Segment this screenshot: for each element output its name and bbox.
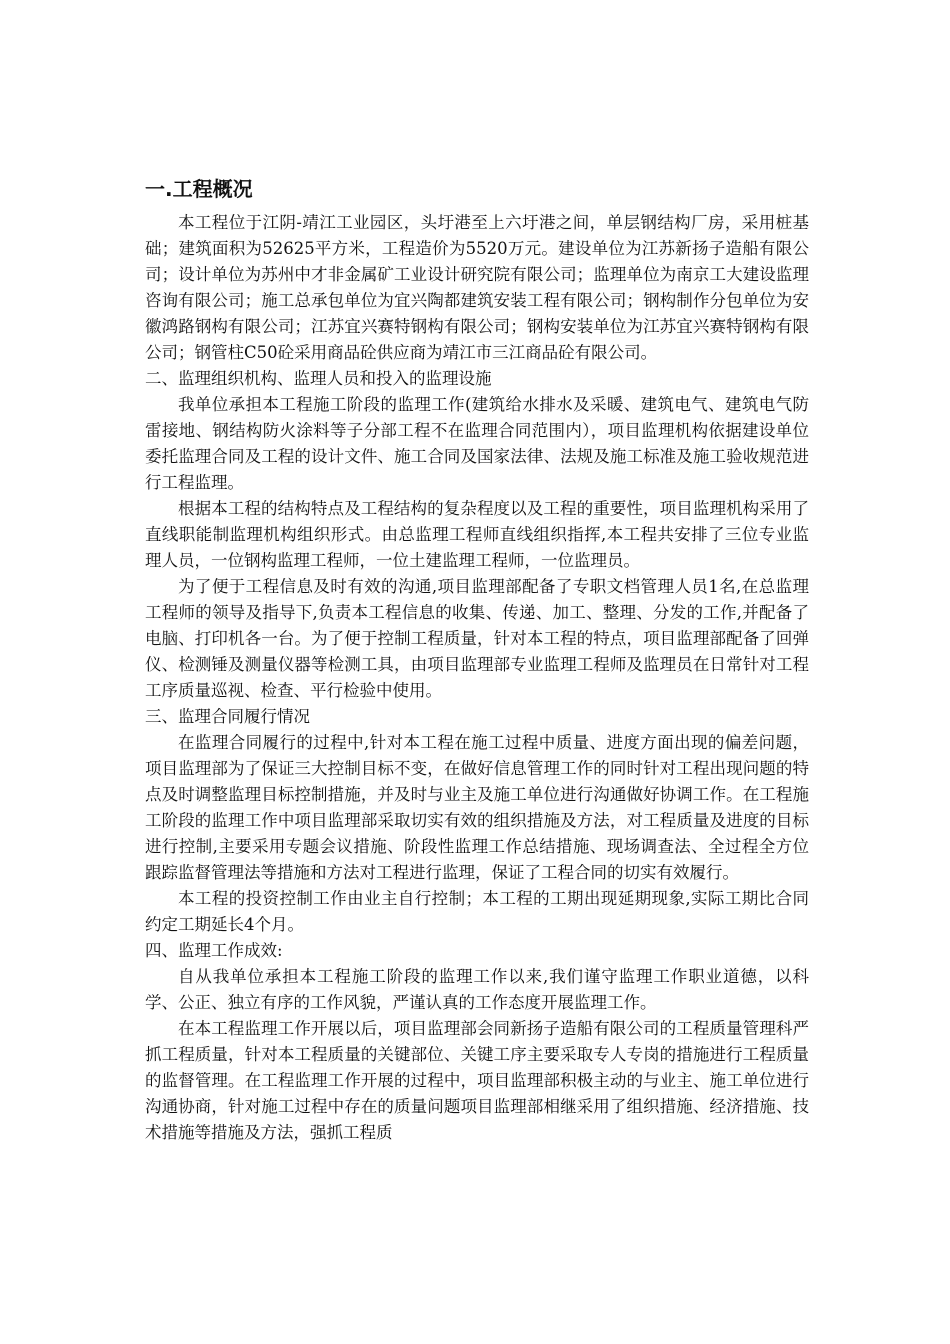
paragraph-contract-performance: 在监理合同履行的过程中,针对本工程在施工过程中质量、进度方面出现的偏差问题，项目监理部为了保证三大控制目标不变，在做好信息管理工作的同时针对工程出现问题的特点及时调整监理目标控制措施，并及时与业主及施工单位进行沟通做好协调工作。在工程施工阶段的监理工作中项目监理部采取切实有效的组织措施及方法，对工程质量及进度的目标进行控制,主要采用专题会议措施、阶段性监理工作总结措施、现场调查法、全过程全方位跟踪监督管理法等措施和方法对工程进行监理，保证了工程合同的切实有效履行。 xyxy=(145,733,809,882)
section-heading-results: 四、监理工作成效: xyxy=(145,941,283,960)
section-heading-contract: 三、监理合同履行情况 xyxy=(145,707,310,726)
paragraph-equipment: 为了便于工程信息及时有效的沟通,项目监理部配备了专职文档管理人员1名,在总监理工程师的领导及指导下,负责本工程信息的收集、传递、加工、整理、分发的工作,并配备了电脑、打印机各一台。为了便于控制工程质量，针对本工程的特点，项目监理部配备了回弹仪、检测锤及测量仪器等检测工具，由项目监理部专业监理工程师及监理员在日常针对工程工序质量巡视、检查、平行检验中使用。 xyxy=(145,577,809,700)
paragraph-overview: 本工程位于江阴-靖江工业园区，头圩港至上六圩港之间，单层钢结构厂房，采用桩基础；建筑面积为52625平方米，工程造价为5520万元。建设单位为江苏新扬子造船有限公司；设计单位为苏州中才非金属矿工业设计研究院有限公司；监理单位为南京工大建设监理咨询有限公司；施工总承包单位为宜兴陶都建筑安装工程有限公司；钢构制作分包单位为安徽鸿路钢构有限公司；江苏宜兴赛特钢构有限公司；钢构安装单位为江苏宜兴赛特钢构有限公司；钢管柱C50砼采用商品砼供应商为靖江市三江商品砼有限公司。 xyxy=(145,213,809,362)
section-title-overview: 一.工程概况 xyxy=(145,177,253,201)
document-page xyxy=(145,174,809,1146)
section-heading-organization: 二、监理组织机构、监理人员和投入的监理设施 xyxy=(145,369,492,388)
paragraph-structure: 根据本工程的结构特点及工程结构的复杂程度以及工程的重要性，项目监理机构采用了直线职能制监理机构组织形式。由总监理工程师直线组织指挥,本工程共安排了三位专业监理人员，一位钢构监理工程师，一位土建监理工程师，一位监理员。 xyxy=(145,499,809,570)
paragraph-quality-management: 在本工程监理工作开展以后，项目监理部会同新扬子造船有限公司的工程质量管理科严抓工程质量，针对本工程质量的关键部位、关键工序主要采取专人专岗的措施进行工程质量的监督管理。在工程监理工作开展的过程中，项目监理部积极主动的与业主、施工单位进行沟通协商，针对施工过程中存在的质量问题项目监理部相继采用了组织措施、经济措施、技术措施等措施及方法，强抓工程质 xyxy=(145,1019,809,1142)
paragraph-ethics: 自从我单位承担本工程施工阶段的监理工作以来,我们谨守监理工作职业道德，以科学、公正、独立有序的工作风貌，严谨认真的工作态度开展监理工作。 xyxy=(145,967,809,1012)
paragraph-investment-schedule: 本工程的投资控制工作由业主自行控制；本工程的工期出现延期现象,实际工期比合同约定工期延长4个月。 xyxy=(145,889,809,934)
paragraph-scope: 我单位承担本工程施工阶段的监理工作(建筑给水排水及采暖、建筑电气、建筑电气防雷接地、钢结构防火涂料等子分部工程不在监理合同范围内），项目监理机构依据建设单位委托监理合同及工程的设计文件、施工合同及国家法律、法规及施工标准及施工验收规范进行工程监理。 xyxy=(145,395,809,492)
